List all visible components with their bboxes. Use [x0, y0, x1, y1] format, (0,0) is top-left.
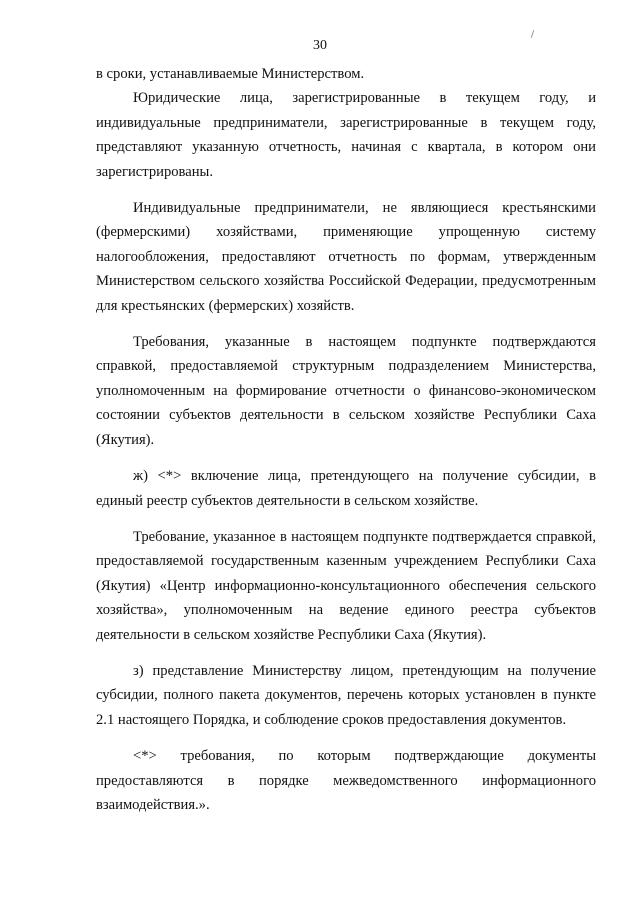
paragraph-new-registrants: Юридические лица, зарегистрированные в текущем году, и индивидуальные предприниматели, зарегистрированные в текущем году, представляют указанную отчетность, начиная с квартала, в котором они зарегистрированы. — [96, 90, 596, 180]
paragraph-continuation: в сроки, устанавливаемые Министерством. — [96, 66, 365, 82]
scan-mark — [531, 30, 534, 38]
paragraph-footnote: <*> требования, по которым подтверждающие документы предоставляются в порядке межведомственного информационного взаимодействия.». — [96, 748, 596, 813]
paragraph-registry-certificate: Требование, указанное в настоящем подпункте подтверждается справкой, предоставляемой государственным казенным учреждением Республики Саха (Якутия) «Центр информационно-консультационного обеспечения сельского хозяйства», уполномоченным на ведение единого реестра субъектов деятельности в сельском хозяйстве Республики Саха (Якутия). — [96, 528, 596, 643]
document-body — [96, 62, 596, 829]
paragraph-item-zh: ж) <*> включение лица, претендующего на получение субсидии, в единый реестр субъектов деятельности в сельском хозяйстве. — [96, 468, 596, 509]
paragraph-item-z: з) представление Министерству лицом, претендующим на получение субсидии, полного пакета документов, перечень которых установлен в пункте 2.1 настоящего Порядка, и соблюдение сроков предоставления документов. — [96, 662, 596, 728]
paragraph-individual-entrepreneurs: Индивидуальные предприниматели, не являющиеся крестьянскими (фермерскими) хозяйствами, применяющие упрощенную систему налогообложения, предоставляют отчетность по формам, утвержденным Министерством сельского хозяйства Российской Федерации, предусмотренным для крестьянских (фермерских) хозяйств. — [96, 200, 596, 314]
paragraph-reporting-certificate: Требования, указанные в настоящем подпункте подтверждаются справкой, предоставляемой структурным подразделением Министерства, уполномоченным на формирование отчетности о финансово-экономическом состоянии субъектов деятельности в сельском хозяйстве Республики Саха (Якутия). — [96, 334, 596, 448]
page-number: 30 — [313, 38, 327, 53]
